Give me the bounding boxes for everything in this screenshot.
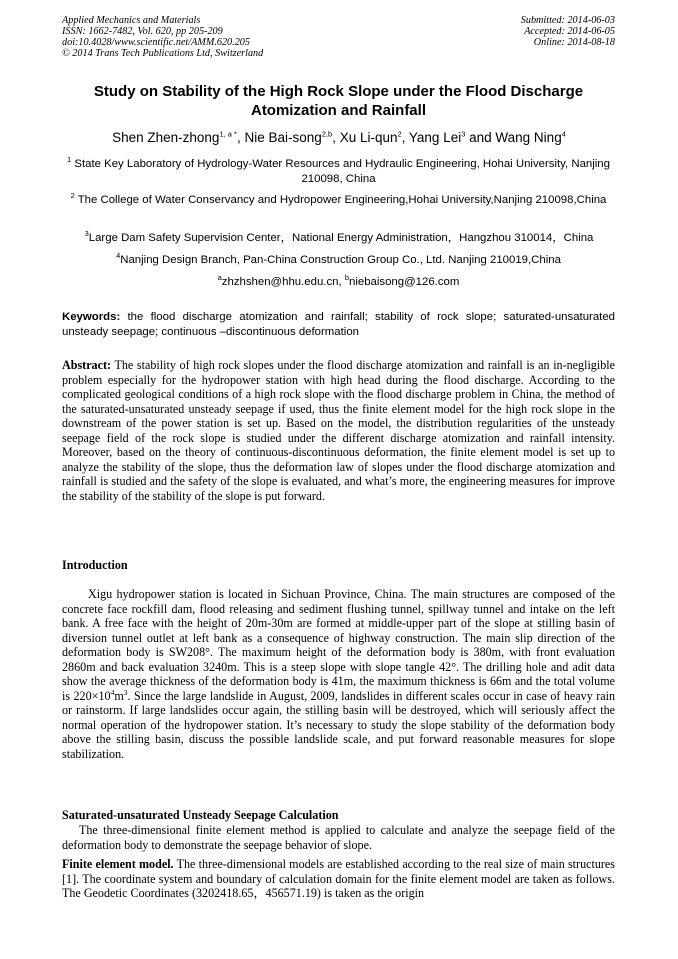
online-date: Online: 2014-08-18: [533, 37, 615, 48]
paragraph-text: . Since the large landslide in August, 2009, landslides in different scales occur in case of heavy rain or rainstorm. If large landslides occur again, the stilling basin will be destroyed, which will seriously affect the normal operation of the hydropower station. It’s necessary to study the slope stability of the deformation body above the stilling basin, discuss the possible landslide scale, and put forward reasonable measures for slope stabilization.: [62, 688, 615, 761]
author-name: Shen Zhen-zhong: [112, 130, 220, 145]
abstract-label: Abstract:: [62, 358, 112, 372]
abstract-text: The stability of high rock slopes under the flood discharge atomization and rainfall is an in-negligible problem especially for the hydropower station with high head during the flood discharge. According to the complicated geological conditions of a high rock slope with the flood discharge problem in China, the method of the saturated-unsaturated unsteady seepage if used, thus the finite element model for the high rock slope in the downstream of the power station is set up. Based on the model, the distribution regularities of the unsteady seepage field of the rock slope is studied under the different discharge atomization and rainfall intensity. Moreover, based on the theory of continuous-discontinuous deformation, the finite element model is set up to analyze the stability of the slope, thus the deformation law of slopes under the flood discharge atomization and rainfall is studied and the safety of the slope is evaluated, and what’s more, the engineering measures for improve the stability of the stability of the slope is put forward.: [62, 358, 615, 503]
finite-element-paragraph: [62, 857, 615, 901]
email-link[interactable]: zhzhshen@hhu.edu.cn,: [221, 276, 345, 288]
paper-title: Study on Stability of the High Rock Slope under the Flood Discharge Atomization and Rainfall: [93, 83, 584, 119]
affiliation-1: [62, 157, 615, 187]
author-superscript: 3: [461, 129, 466, 139]
finite-element-label: Finite element model.: [62, 857, 174, 871]
email-superscript: b: [344, 273, 349, 283]
section-heading-seepage: Saturated-unsaturated Unsteady Seepage Calculation: [62, 808, 339, 822]
affiliation-superscript: 1: [67, 155, 72, 165]
author-list: [55, 130, 623, 146]
seepage-paragraph: The three-dimensional finite element method is applied to calculate and analyze the seepage field of the deformation body to demonstrate the seepage behavior of slope.: [62, 823, 615, 852]
section-heading-introduction: Introduction: [62, 558, 128, 572]
keywords-label: Keywords:: [62, 311, 121, 323]
author-superscript: 1, a *: [219, 129, 237, 139]
exponent: 3: [123, 687, 128, 697]
submitted-date: Submitted: 2014-06-03: [520, 15, 615, 26]
author-superscript: 2: [397, 129, 402, 139]
email-superscript: a: [217, 273, 222, 283]
affiliation-text: State Key Laboratory of Hydrology-Water Resources and Hydraulic Engineering, Hohai University, Nanjing 210098, China: [71, 158, 610, 185]
keywords-text: the flood discharge atomization and rainfall; stability of rock slope; saturated-unsaturated unsteady seepage; continuous –discontinuous deformation: [62, 311, 615, 338]
affiliation-superscript: 3: [84, 229, 89, 239]
paragraph-text: Xigu hydropower station is located in Sichuan Province, China. The main structures are composed of the concrete face rockfill dam, flood releasing and sediment flushing tunnel, spillway tunnel and intake on the left bank. A free face with the height of 20m-30m are formed at middle-upper part of the slope at stilling basin of diversion tunnel outlet at left bank as a consequence of highway construction. The main slip direction of the deformation body is SW208°. The maximum height of the deformation body is 380m, with front evaluation 2860m and back evaluation 3240m. This is a steep slope with slope tangle 42°. The drilling hole and adit data show the average thickness of the deformation body is 41m, the maximum thickness is 66m and the total volume is 220×10: [62, 587, 615, 703]
affiliation-3: [55, 231, 623, 246]
exponent: 4: [110, 687, 115, 697]
accepted-date: Accepted: 2014-06-05: [524, 26, 615, 37]
journal-issn: ISSN: 1662-7482, Vol. 620, pp 205-209: [62, 26, 223, 37]
author-superscript: 4: [561, 129, 566, 139]
affiliation-text: The College of Water Conservancy and Hydropower Engineering,Hohai University,Nanjing 210098,China: [74, 194, 607, 206]
affiliation-4: [62, 253, 615, 268]
author-name: and Wang Ning: [465, 130, 562, 145]
keywords-block: [62, 310, 615, 339]
author-name: , Yang Lei: [401, 130, 462, 145]
paragraph-text: The three-dimensional models are established according to the real size of main structures [1]. The coordinate system and boundary of calculation domain for the finite element model are taken as follows. The Geodetic Coordinates (3202418.65，456571.19) is taken as the origin: [62, 857, 615, 900]
email-link[interactable]: niebaisong@126.com: [349, 276, 460, 288]
author-name: , Nie Bai-song: [236, 130, 322, 145]
journal-name: Applied Mechanics and Materials: [62, 15, 201, 26]
affiliation-superscript: 4: [116, 251, 121, 261]
affiliation-2: [62, 193, 615, 208]
paragraph-text: m: [114, 688, 124, 703]
abstract-block: [62, 358, 615, 503]
affiliation-text: Large Dam Safety Supervision Center，National Energy Administration，Hangzhou 310014，China: [88, 232, 594, 244]
journal-header-right: [521, 15, 615, 48]
affiliation-superscript: 2: [70, 191, 75, 201]
journal-copyright: © 2014 Trans Tech Publications Ltd, Switzerland: [62, 48, 264, 59]
affiliation-text: Nanjing Design Branch, Pan-China Construction Group Co., Ltd. Nanjing 210019,China: [120, 254, 561, 266]
journal-header-left: [62, 15, 263, 59]
author-superscript: 2,b: [321, 129, 333, 139]
introduction-paragraph: [62, 587, 615, 761]
author-emails: [62, 275, 615, 290]
journal-doi: doi:10.4028/www.scientific.net/AMM.620.205: [62, 37, 250, 48]
author-name: , Xu Li-qun: [332, 130, 398, 145]
